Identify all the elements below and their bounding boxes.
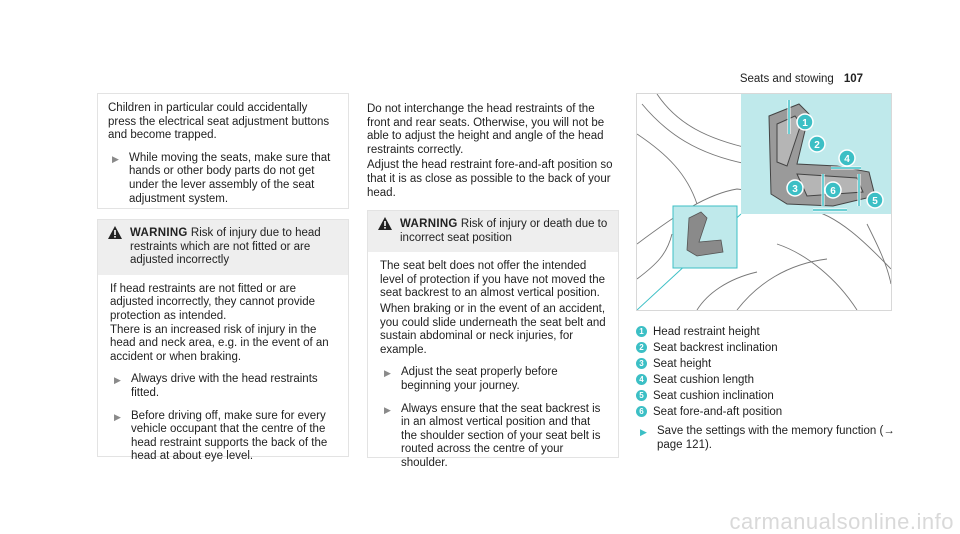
svg-text:4: 4 [844, 154, 850, 165]
bullet-text: Always ensure that the seat backrest is in an almost vertical position and that the shoulder section of your seat belt is routed across the centre of your shoulder. [401, 402, 601, 469]
svg-text:2: 2 [814, 140, 820, 151]
warning-icon [108, 226, 122, 244]
callout-2 [809, 136, 825, 152]
legend-item: 2 Seat backrest inclination [636, 340, 782, 356]
warning-bullet [110, 373, 336, 400]
warning-para: If head restraints are not fitted or are adjusted incorrectly, they cannot provide protection as intended. [110, 282, 315, 322]
warning-body [98, 275, 348, 472]
legend-item: 4 Seat cushion length [636, 372, 782, 388]
head-restraint-text [367, 103, 619, 200]
arrow-icon: ▶ [640, 427, 647, 437]
warning-para: The seat belt does not offer the intended level of protection if you have not moved the seat backrest to an almost vertical position. [380, 260, 606, 300]
warning-body [368, 252, 618, 478]
warning-title: Risk of injury due to head restraints which are not fitted or are adjusted incorrectly [130, 227, 321, 267]
memory-tip [636, 425, 917, 452]
child-safety-text: Children in particular could accidentally press the electrical seat adjustment buttons and become trapped. [108, 102, 330, 142]
warning-bullet [380, 403, 606, 471]
legend-item: 6 Seat fore-and-aft position [636, 404, 782, 420]
bullet-text: While moving the seats, make sure that hands or other body parts do not get under the lever assembly of the seat adjustment system. [129, 151, 331, 205]
warning-bullet [380, 366, 606, 393]
body-para: Adjust the head restraint fore-and-aft position so that it is as close as possible to the back of your head. [367, 159, 613, 199]
legend-item: 1 Head restraint height [636, 324, 782, 340]
svg-text:1: 1 [802, 118, 808, 129]
bullet-text: Adjust the seat properly before beginning your journey. [401, 366, 558, 392]
arrow-icon: ▶ [112, 153, 119, 164]
warning-para: There is an increased risk of injury in the head and neck area, e.g. in the event of an accident or when braking. [110, 323, 329, 363]
bullet-text: Always drive with the head restraints fitted. [131, 373, 318, 399]
callout-3 [787, 180, 803, 196]
seat-adjustment-figure [636, 93, 892, 311]
warning-box-seat-position [367, 210, 619, 469]
watermark: carmanualsonline.info [729, 509, 954, 534]
callout-5 [867, 192, 883, 208]
svg-text:5: 5 [872, 196, 878, 207]
section-title: Seats and stowing [739, 73, 834, 85]
warning-box-head-restraints [97, 219, 349, 463]
arrow-icon: ▶ [114, 411, 121, 422]
warning-title: Risk of injury or death due to incorrect seat position [400, 218, 608, 244]
bullet-text: Before driving off, make sure for every vehicle occupant that the centre of the head restraint supports the back of the head at about eye level. [131, 409, 328, 463]
child-safety-bullet [108, 152, 338, 206]
warning-para: When braking or in the event of an accident, you could slide underneath the seat belt and sustain abdominal or neck injuries, for example. [380, 302, 606, 356]
figure-legend [636, 324, 782, 420]
arrow-icon: ▶ [114, 375, 121, 386]
callout-4 [839, 150, 855, 166]
body-para: Do not interchange the head restraints of the front and rear seats. Otherwise, you will not be able to adjust the height and angle of the head restraints correctly. [367, 103, 605, 156]
arrow-icon: ▶ [384, 368, 391, 379]
arrow-icon: ▶ [384, 404, 391, 415]
callout-1 [797, 114, 813, 130]
callout-6 [825, 182, 841, 198]
child-safety-box [97, 93, 349, 209]
memory-tip-text[interactable]: Save the settings with the memory function (→ page 121). [657, 425, 895, 451]
legend-item: 5 Seat cushion inclination [636, 388, 782, 404]
svg-text:6: 6 [830, 186, 836, 197]
legend-item: 3 Seat height [636, 356, 782, 372]
warning-label: WARNING [400, 218, 458, 230]
warning-label: WARNING [130, 227, 188, 239]
page-header [740, 73, 863, 87]
warning-header [368, 211, 618, 252]
svg-text:3: 3 [792, 184, 798, 195]
warning-header [98, 220, 348, 275]
page-number: 107 [843, 73, 863, 85]
door-panel-illustration [637, 94, 891, 310]
warning-icon [378, 217, 392, 235]
warning-bullet [110, 410, 336, 464]
